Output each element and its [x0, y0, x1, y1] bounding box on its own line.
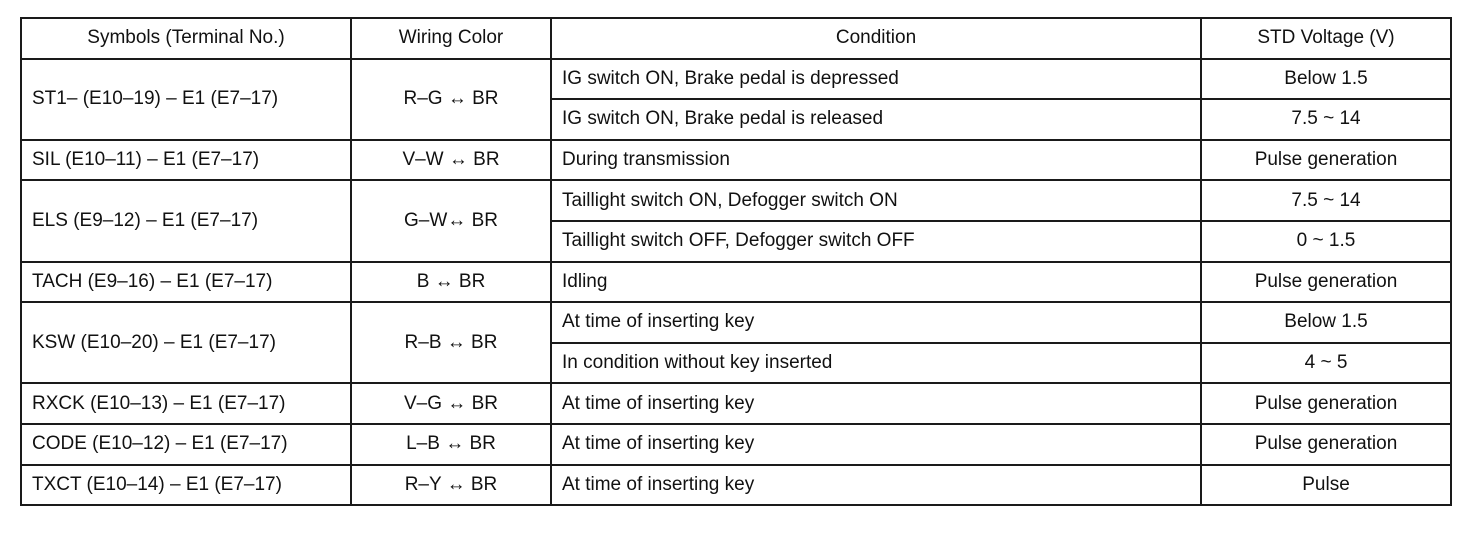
voltage-cell: Pulse: [1201, 465, 1451, 506]
header-wiring-color: Wiring Color: [351, 18, 551, 59]
wiring-cell: L–B ↔ BR: [351, 424, 551, 465]
symbol-cell: ELS (E9–12) – E1 (E7–17): [21, 180, 351, 261]
wiring-cell: R–G ↔ BR: [351, 59, 551, 140]
voltage-cell: Pulse generation: [1201, 383, 1451, 424]
table-row: [21, 140, 1451, 181]
voltage-cell: Pulse generation: [1201, 262, 1451, 303]
condition-cell: At time of inserting key: [551, 465, 1201, 506]
symbol-cell: SIL (E10–11) – E1 (E7–17): [21, 140, 351, 181]
table-row: [21, 59, 1451, 100]
table-row: [21, 262, 1451, 303]
wiring-cell: B ↔ BR: [351, 262, 551, 303]
wiring-cell: R–B ↔ BR: [351, 302, 551, 383]
header-row: [21, 18, 1451, 59]
header-std-voltage: STD Voltage (V): [1201, 18, 1451, 59]
table-row: [21, 383, 1451, 424]
voltage-cell: Pulse generation: [1201, 424, 1451, 465]
table-row: [21, 424, 1451, 465]
symbol-cell: ST1– (E10–19) – E1 (E7–17): [21, 59, 351, 140]
wiring-cell: G–W↔ BR: [351, 180, 551, 261]
voltage-cell: Pulse generation: [1201, 140, 1451, 181]
condition-cell: IG switch ON, Brake pedal is released: [551, 99, 1201, 140]
voltage-cell: 7.5 ~ 14: [1201, 180, 1451, 221]
table-row: [21, 302, 1451, 343]
condition-cell: During transmission: [551, 140, 1201, 181]
voltage-cell: Below 1.5: [1201, 59, 1451, 100]
condition-cell: Taillight switch ON, Defogger switch ON: [551, 180, 1201, 221]
voltage-cell: Below 1.5: [1201, 302, 1451, 343]
header-symbols: Symbols (Terminal No.): [21, 18, 351, 59]
condition-cell: Idling: [551, 262, 1201, 303]
condition-cell: In condition without key inserted: [551, 343, 1201, 384]
voltage-cell: 7.5 ~ 14: [1201, 99, 1451, 140]
voltage-cell: 4 ~ 5: [1201, 343, 1451, 384]
condition-cell: At time of inserting key: [551, 383, 1201, 424]
symbol-cell: TXCT (E10–14) – E1 (E7–17): [21, 465, 351, 506]
symbol-cell: RXCK (E10–13) – E1 (E7–17): [21, 383, 351, 424]
condition-cell: At time of inserting key: [551, 424, 1201, 465]
condition-cell: IG switch ON, Brake pedal is depressed: [551, 59, 1201, 100]
symbol-cell: TACH (E9–16) – E1 (E7–17): [21, 262, 351, 303]
symbol-cell: KSW (E10–20) – E1 (E7–17): [21, 302, 351, 383]
wiring-cell: R–Y ↔ BR: [351, 465, 551, 506]
table-row: [21, 180, 1451, 221]
header-condition: Condition: [551, 18, 1201, 59]
wiring-cell: V–G ↔ BR: [351, 383, 551, 424]
wiring-cell: V–W ↔ BR: [351, 140, 551, 181]
condition-cell: Taillight switch OFF, Defogger switch OFF: [551, 221, 1201, 262]
table-row: [21, 465, 1451, 506]
condition-cell: At time of inserting key: [551, 302, 1201, 343]
voltage-cell: 0 ~ 1.5: [1201, 221, 1451, 262]
symbol-cell: CODE (E10–12) – E1 (E7–17): [21, 424, 351, 465]
terminal-voltage-table: [20, 17, 1452, 506]
